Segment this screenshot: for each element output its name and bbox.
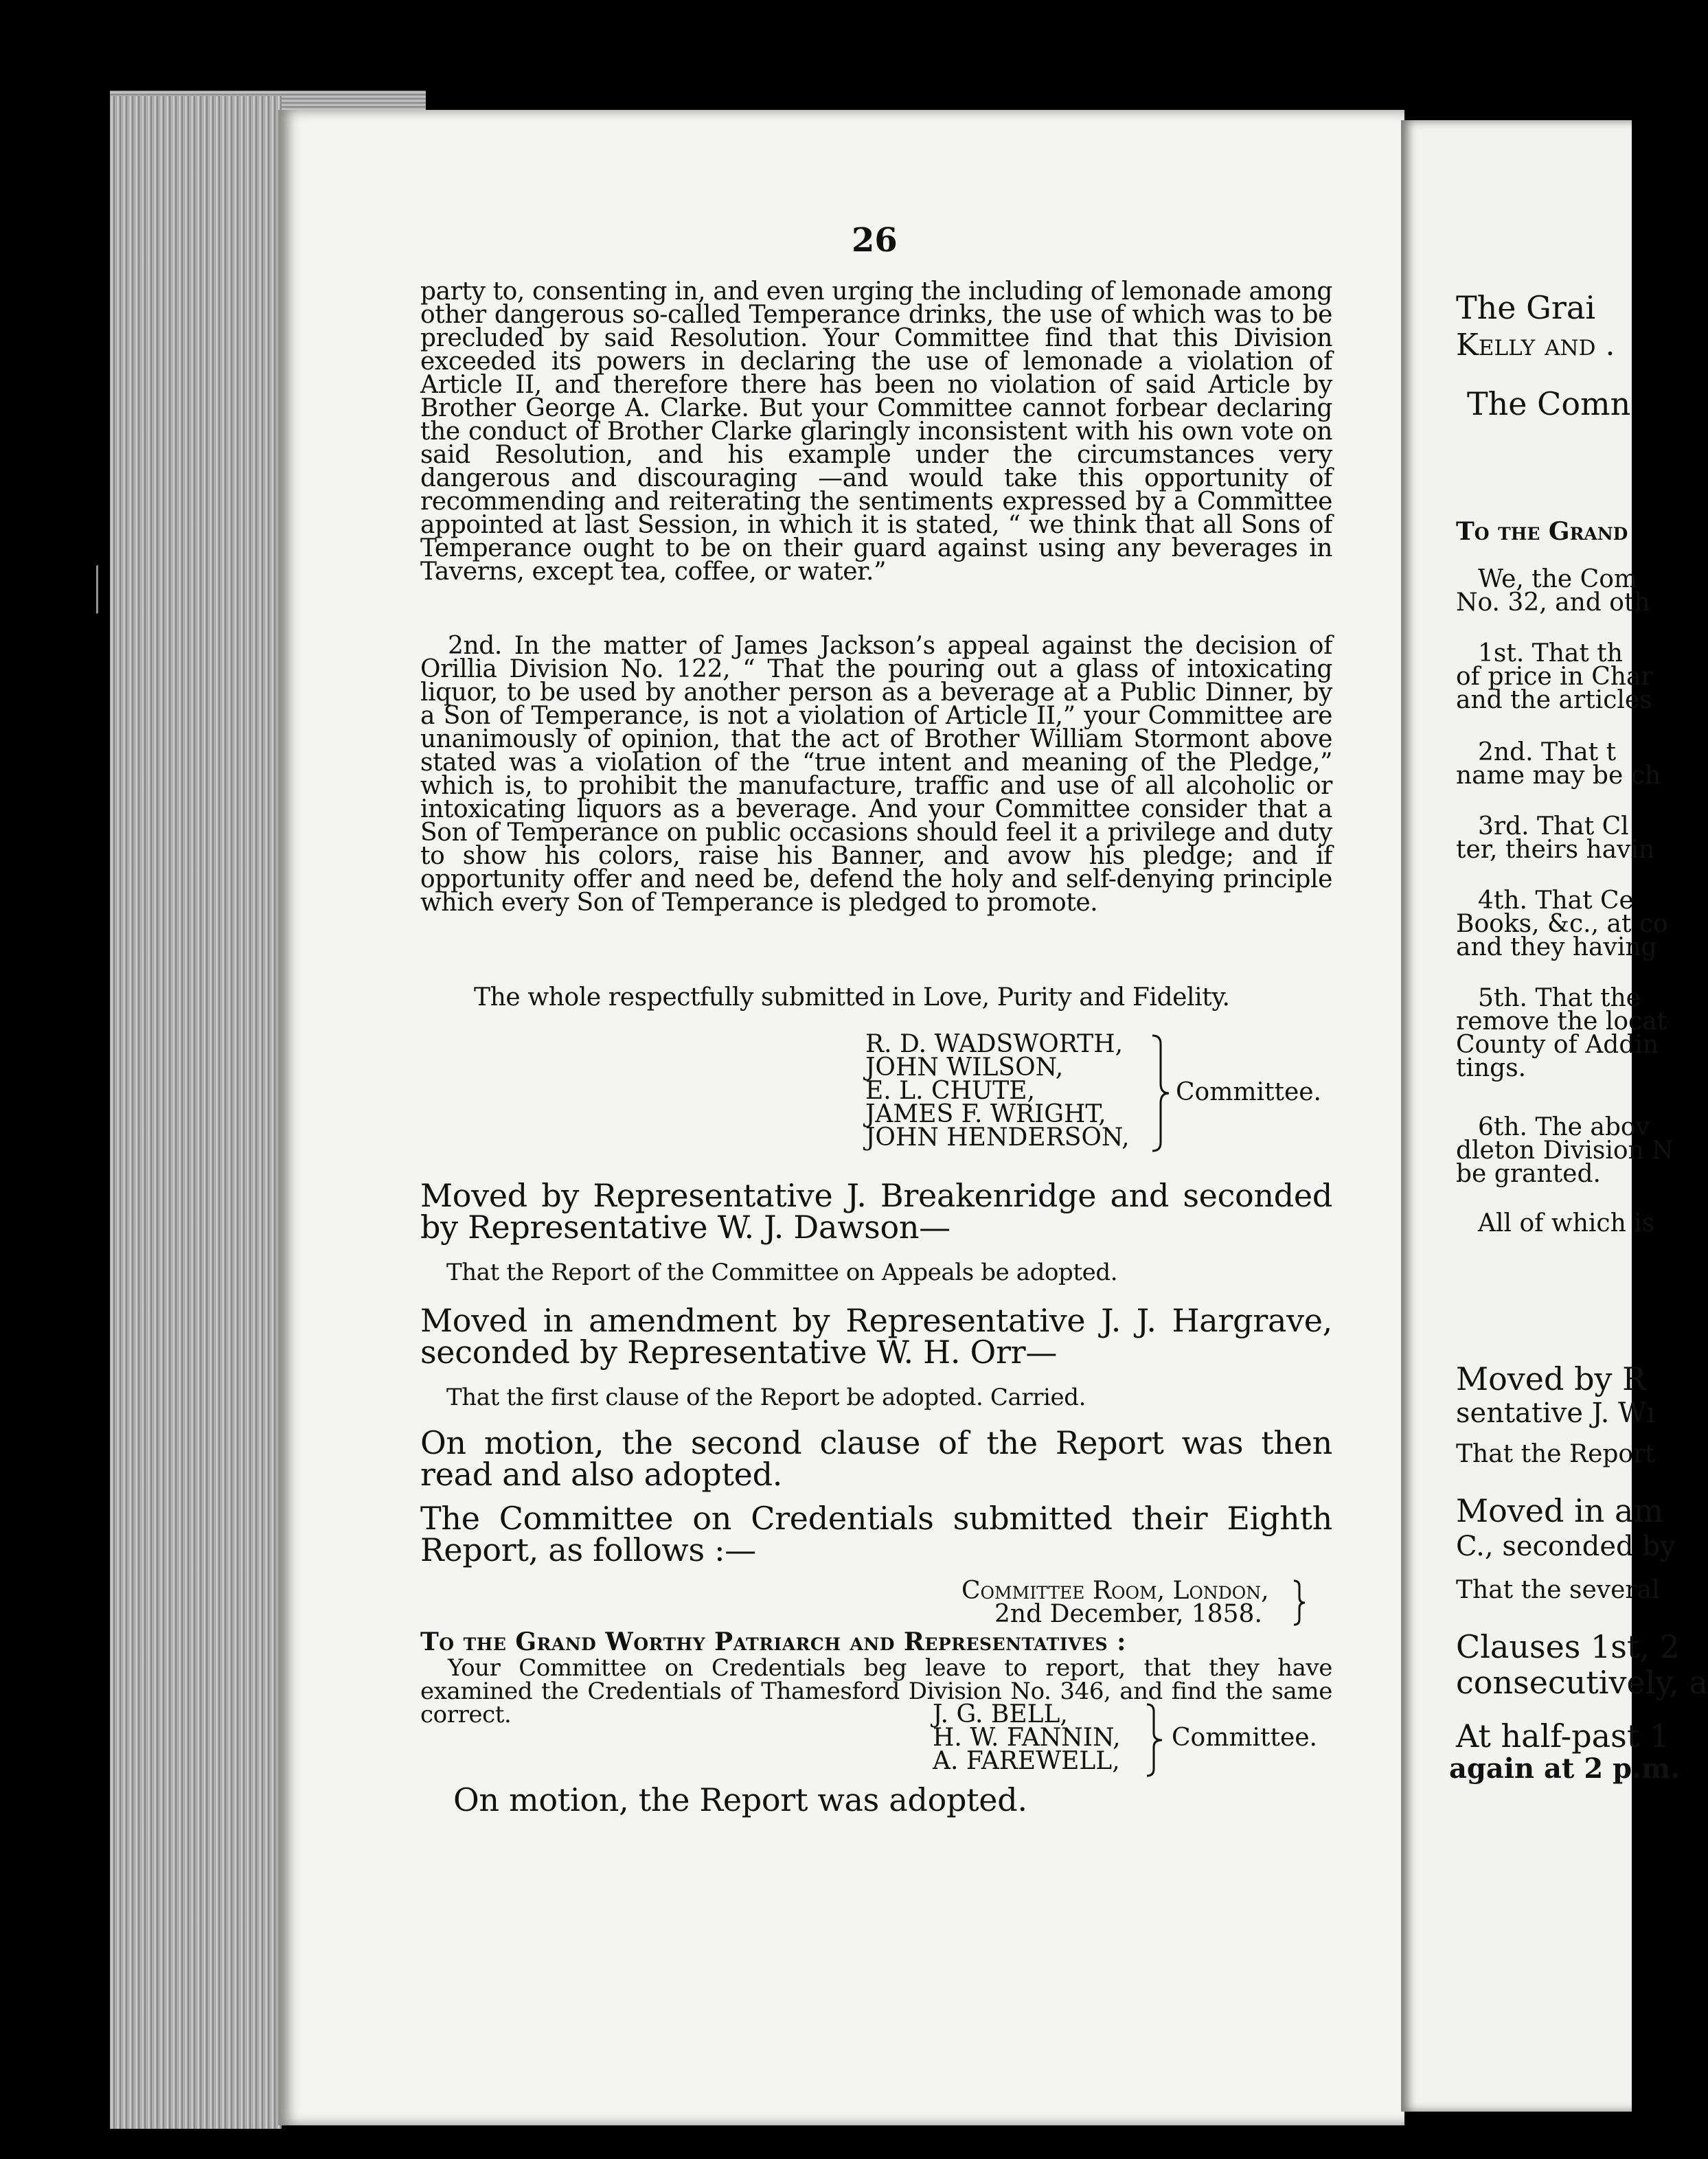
right-fragment: consecutively, a <box>1456 1664 1708 1701</box>
closing-line: The whole respectfully submitted in Love, Purity and Fidelity. <box>474 983 1230 1012</box>
right-fragment: County of Addin <box>1456 1031 1659 1059</box>
report-date: 2nd December, 1858. <box>994 1600 1262 1628</box>
committee-member: R. D. WADSWORTH, <box>865 1030 1124 1058</box>
amendment: Moved in amendment by Representative J. J. Hargrave, seconded by Representative W. H. Orr— <box>420 1302 1332 1371</box>
book-page-edges <box>110 96 282 2129</box>
right-fragment: We, the Com <box>1478 565 1638 593</box>
right-fragment: The Grai <box>1456 289 1596 326</box>
report-paragraph-2: 2nd. In the matter of James Jackson’s appeal against the decision of Orillia Division No. 122, “ That the pouring out a glass of intoxicating liquor, to be used by another person as a beverage at a Public Dinner, by a Son of Temperance, is not a violation of Article II,” your Committee are unanimously of opinion, that the act of Brother William Stormont above stated was a violation of the “true intent and meaning of the Pledge,” which is, to prohibit the manufacture, traffic and use of all alcoholic or intoxicating liquors as a beverage. And your Committee consider that a Son of Temperance on public occasions should feel it a privilege and duty to show his colors, raise his Banner, and avow his pledge; and if opportunity offer and need be, defend the holy and self-denying principle which every Son of Temperance is pledged to promote. <box>420 632 1332 917</box>
final-motion: On motion, the Report was adopted. <box>453 1781 1027 1818</box>
committee-room: Committee Room, London, <box>961 1577 1269 1605</box>
right-fragment: That the several <box>1456 1576 1660 1604</box>
credentials-member: H. W. FANNIN, <box>933 1724 1121 1752</box>
committee-member: E. L. CHUTE, <box>865 1077 1035 1105</box>
right-fragment: At half-past 1 <box>1456 1717 1670 1755</box>
date-brace <box>1291 1579 1312 1627</box>
right-fragment: name may be ch <box>1456 762 1661 790</box>
credentials-brace <box>1143 1703 1168 1779</box>
right-fragment: and they having <box>1456 933 1657 961</box>
right-fragment: dleton Division N <box>1456 1136 1674 1165</box>
right-page-text-clip <box>1401 120 1708 2112</box>
appeals-committee-label: Committee. <box>1176 1078 1321 1106</box>
credentials-body: Your Committee on Credentials beg leave to report, that they have examined the Credentials of Thamesford Division No. 346, and find the same correct. <box>420 1654 1332 1728</box>
credentials-member: J. G. BELL, <box>933 1700 1068 1728</box>
right-fragment: 6th. The abov <box>1478 1113 1650 1141</box>
right-fragment: C., seconded by <box>1456 1531 1676 1562</box>
report-paragraph-1: party to, consenting in, and even urging the including of lemonade among other dangerous so-called Temperance drinks, the use of which was to be precluded by said Resolution. Your Committee find that this Division exceeded its powers in declaring the use of lemonade a violation of Article II, and therefore there has been no violation of said Article by Brother George A. Clarke. But your Committee cannot forbear declaring the conduct of Brother Clarke glaringly inconsistent with his own vote on said Resolution, and his example under the circumstances very dangerous and discouraging —and would take this opportunity of recommending and reiterating the sentiments expressed by a Committee appointed at last Session, in which it is stated, “ we think that all Sons of Temperance ought to be on their guard against using any beverages in Taverns, except tea, coffee, or water.” <box>420 277 1332 586</box>
right-fragment: 3rd. That Cl <box>1478 812 1629 841</box>
motion-1-text: That the Report of the Committee on Appeals be adopted. <box>446 1259 1118 1286</box>
appeals-brace <box>1147 1034 1174 1152</box>
right-fragment: 4th. That Ce <box>1478 887 1634 915</box>
right-fragment: All of which is <box>1478 1209 1655 1237</box>
motion-1: Moved by Representative J. Breakenridge and seconded by Representative W. J. Dawson— <box>420 1177 1332 1246</box>
credentials-committee-label: Committee. <box>1172 1724 1317 1752</box>
right-fragment: Kelly and . <box>1456 328 1615 363</box>
credentials-member: A. FAREWELL, <box>933 1747 1120 1775</box>
right-fragment: 5th. That the <box>1478 984 1641 1012</box>
right-fragment: ter, theirs havin <box>1456 836 1655 864</box>
committee-member: JOHN HENDERSON, <box>865 1123 1130 1152</box>
credentials-intro: The Committee on Credentials submitted their Eighth Report, as follows :— <box>420 1500 1332 1568</box>
committee-member: JOHN WILSON, <box>865 1053 1064 1082</box>
right-fragment: 2nd. That t <box>1478 738 1617 766</box>
right-fragment: No. 32, and oth <box>1456 589 1650 617</box>
right-fragment: 1st. That th <box>1478 639 1623 667</box>
right-fragment: remove the locat <box>1456 1007 1667 1036</box>
right-fragment: That the Report <box>1456 1440 1655 1468</box>
salutation: To the Grand Worthy Patriarch and Representatives : <box>420 1627 1126 1656</box>
amendment-text: That the first clause of the Report be adopted. Carried. <box>446 1384 1086 1411</box>
right-fragment: To the Grand <box>1456 517 1628 546</box>
binding-mark <box>96 560 111 614</box>
right-fragment: of price in Char <box>1456 663 1653 691</box>
right-fragment: tings. <box>1456 1054 1527 1082</box>
right-fragment: The Comn <box>1467 385 1631 422</box>
second-clause-motion: On motion, the second clause of the Report was then read and also adopted. <box>420 1424 1332 1493</box>
right-fragment: Moved in am <box>1456 1492 1664 1529</box>
right-fragment: Moved by R <box>1456 1360 1646 1397</box>
right-fragment: be granted. <box>1456 1160 1601 1188</box>
right-fragment: sentative J. Wı <box>1456 1397 1655 1429</box>
right-fragment: Clauses 1st, 2 <box>1456 1628 1680 1665</box>
committee-member: JAMES F. WRIGHT, <box>865 1100 1106 1128</box>
right-fragment: and the articles <box>1456 686 1652 714</box>
right-fragment: again at 2 p.m. <box>1449 1752 1681 1785</box>
page-number: 26 <box>852 221 898 260</box>
right-fragment: Books, &c., at co <box>1456 910 1668 938</box>
